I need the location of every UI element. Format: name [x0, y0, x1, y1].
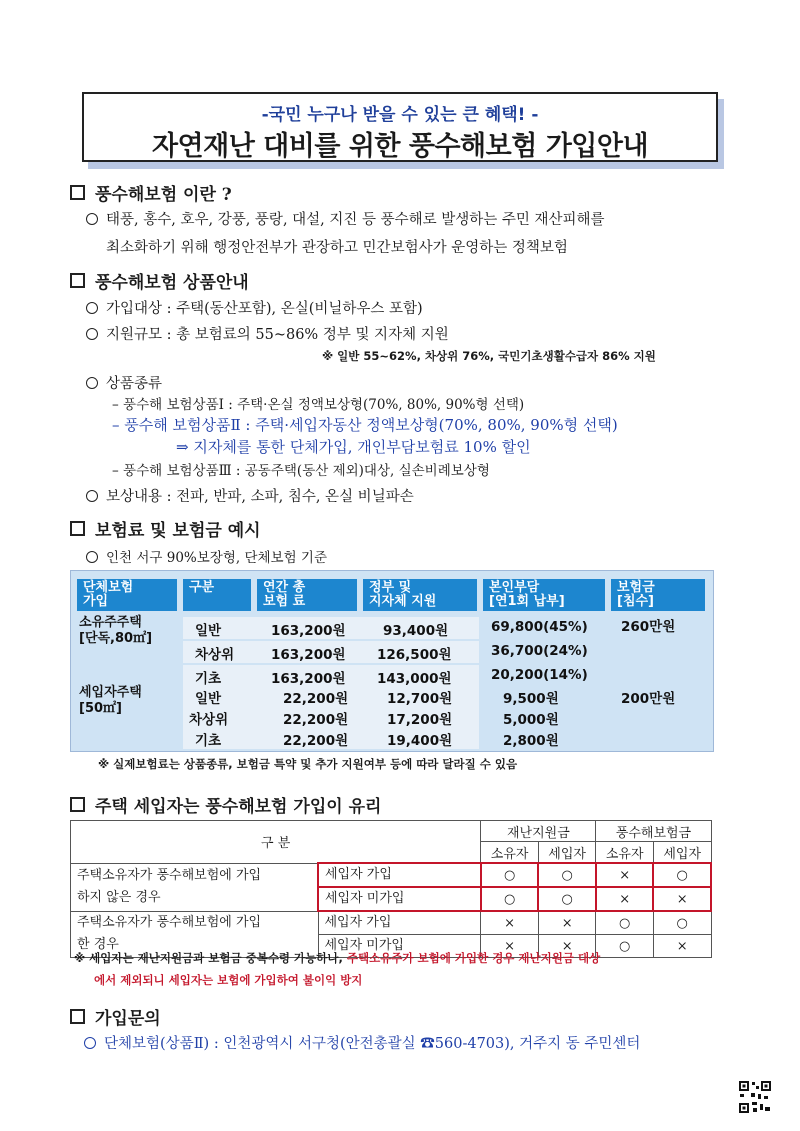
qr-code-icon [738, 1080, 772, 1114]
kind-2: – 풍수해 보험상품Ⅱ : 주택·세입자동산 정액보상형(70%, 80%, 90%형 선택) [112, 416, 618, 434]
owner-row3-self: 20,200(14%) [491, 667, 588, 683]
table-cell: ○ [481, 887, 539, 911]
support-note: ※ 일반 55~62%, 차상위 76%, 국민기초생활수급자 86% 지원 [322, 349, 656, 363]
section-tenant-advantage [70, 792, 381, 817]
circle-bullet-icon [86, 302, 98, 314]
section-product-guide [70, 268, 249, 293]
premium-note: ※ 실제보험료는 상품종류, 보험금 특약 및 추가 지원여부 등에 따라 달라질 수 있음 [98, 757, 518, 771]
disaster-aid-header: 재난지원금 [481, 821, 596, 842]
owner-row3-total: 163,200원 [271, 671, 346, 687]
circle-bullet-icon [86, 377, 98, 389]
checkbox-icon [70, 521, 85, 536]
tenant-row1-total: 22,200원 [283, 691, 349, 707]
section-premium-example [70, 516, 261, 541]
tenant-note-line1: ※ 세입자는 재난지원금과 보험금 중복수령 가능하나, 주택소유주가 보험에 가입한 경우 재난지원금 대상 [74, 951, 601, 965]
table-cell: × [596, 887, 654, 911]
section-heading: 풍수해보험 상품안내 [95, 273, 249, 293]
title-box [82, 92, 718, 162]
table-cell: × [481, 935, 539, 958]
tenant-status: 세입자 미가입 [318, 935, 481, 958]
owner-row3-gov: 143,000원 [377, 671, 452, 687]
contact-line: 단체보험(상품Ⅱ) : 인천광역시 서구청(안전총괄실 ☎560-4703), 거주지 동 주민센터 [84, 1032, 640, 1053]
owner-row1-self: 69,800(45%) [491, 619, 588, 635]
group-tenant: 세입자주택 [50㎡] [79, 685, 142, 716]
owner-row2-gov: 126,500원 [377, 647, 452, 663]
owner-row1-gov: 93,400원 [383, 623, 449, 639]
kind-3: – 풍수해 보험상품Ⅲ : 공동주택(동산 제외)대상, 실손비례보상형 [112, 463, 490, 479]
tenant-row3-type: 기초 [195, 733, 222, 749]
section-what-is [70, 180, 232, 205]
tenant-row3-total: 22,200원 [283, 733, 349, 749]
sub-header-tenant: 세입자 [653, 842, 711, 864]
circle-bullet-icon [86, 213, 98, 225]
header-type: 구분 [183, 579, 251, 611]
sub-header-owner: 소유자 [596, 842, 654, 864]
table-cell: ○ [596, 935, 654, 958]
group-owner: 소유주주택 [단독,80㎡] [79, 615, 153, 646]
table-cell: ○ [481, 863, 539, 887]
definition-line-1: 태풍, 홍수, 호우, 강풍, 풍랑, 대설, 지진 등 풍수해로 발생하는 주민 재산피해를 [86, 208, 605, 229]
table-cell: × [538, 911, 596, 935]
tenant-status: 세입자 미가입 [318, 887, 481, 911]
checkbox-icon [70, 1009, 85, 1024]
header-group: 단체보험 가입 [77, 579, 177, 611]
sub-header-tenant: 세입자 [538, 842, 596, 864]
section-heading: 풍수해보험 이란 ? [95, 185, 232, 205]
eligibility-table [70, 820, 712, 958]
section-inquiry [70, 1004, 161, 1029]
table-cell: × [653, 887, 711, 911]
table-cell: × [481, 911, 539, 935]
owner-row1-total: 163,200원 [271, 623, 346, 639]
header-payout: 보험금 [침수] [611, 579, 705, 611]
owner-row2-total: 163,200원 [271, 647, 346, 663]
support-line: 지원규모 : 총 보험료의 55~86% 정부 및 지자체 지원 [86, 323, 449, 344]
premium-table [70, 570, 714, 752]
owner-row3-type: 기초 [195, 671, 222, 687]
owner-row2-self: 36,700(24%) [491, 643, 588, 659]
table-cell: ○ [538, 863, 596, 887]
table-cell: × [538, 935, 596, 958]
section-heading: 가입문의 [95, 1009, 161, 1029]
sub-header-owner: 소유자 [481, 842, 539, 864]
checkbox-icon [70, 797, 85, 812]
section-heading: 보험료 및 보험금 예시 [95, 521, 261, 541]
tenant-row1-type: 일반 [195, 691, 222, 707]
kind-1: – 풍수해 보험상품Ⅰ : 주택·온실 정액보상형(70%, 80%, 90%형 선택) [112, 397, 525, 413]
checkbox-icon [70, 185, 85, 200]
tenant-status: 세입자 가입 [318, 911, 481, 935]
table-cell: ○ [596, 911, 654, 935]
coverage-line: 보상내용 : 전파, 반파, 소파, 침수, 온실 비닐파손 [86, 485, 414, 506]
circle-bullet-icon [86, 490, 98, 502]
definition-line-2: 최소화하기 위해 행정안전부가 관장하고 민간보험사가 운영하는 정책보험 [106, 240, 568, 256]
tenant-row1-gov: 12,700원 [387, 691, 453, 707]
table-cell: × [596, 863, 654, 887]
page-title: 자연재난 대비를 위한 풍수해보험 가입안내 [151, 131, 649, 162]
owner-row1-type: 일반 [195, 623, 222, 639]
table-cell: × [653, 935, 711, 958]
circle-bullet-icon [84, 1037, 96, 1049]
tenant-status: 세입자 가입 [318, 863, 481, 887]
header-total: 연간 총 보험 료 [257, 579, 357, 611]
title-subtitle: -국민 누구나 받을 수 있는 큰 혜택! - [261, 105, 539, 125]
tenant-row3-self: 2,800원 [503, 733, 559, 749]
circle-bullet-icon [86, 551, 98, 563]
table-cell: ○ [538, 887, 596, 911]
tenant-row2-gov: 17,200원 [387, 712, 453, 728]
owner-row2-type: 차상위 [195, 647, 235, 663]
target-line: 가입대상 : 주택(동산포함), 온실(비닐하우스 포함) [86, 297, 423, 318]
kinds-line: 상품종류 [86, 372, 162, 393]
table-cell: ○ [653, 863, 711, 887]
circle-bullet-icon [86, 328, 98, 340]
tenant-note-line2: 에서 제외되니 세입자는 보험에 가입하여 불이익 방지 [94, 973, 363, 987]
tenant-row2-self: 5,000원 [503, 712, 559, 728]
premium-basis: 인천 서구 90%보장형, 단체보험 기준 [86, 546, 327, 566]
tenant-row2-type: 차상위 [189, 712, 229, 728]
section-heading: 주택 세입자는 풍수해보험 가입이 유리 [95, 797, 382, 817]
case-owner-insured: 주택소유자가 풍수해보험에 가입 한 경우 [71, 911, 319, 958]
tenant-row3-gov: 19,400원 [387, 733, 453, 749]
header-self: 본인부담 [연1회 납부] [483, 579, 605, 611]
kind-2-discount: ⇒ 지자체를 통한 단체가입, 개인부담보험료 10% 할인 [176, 438, 531, 456]
payout-owner: 260만원 [621, 619, 676, 635]
insurance-payout-header: 풍수해보험금 [596, 821, 711, 842]
case-owner-not-insured: 주택소유자가 풍수해보험에 가입 하지 않은 경우 [71, 863, 319, 911]
tenant-row1-self: 9,500원 [503, 691, 559, 707]
col-group-header: 구 분 [71, 821, 481, 864]
tenant-row2-total: 22,200원 [283, 712, 349, 728]
checkbox-icon [70, 273, 85, 288]
payout-tenant: 200만원 [621, 691, 676, 707]
table-cell: ○ [653, 911, 711, 935]
header-gov: 정부 및 지자체 지원 [363, 579, 477, 611]
